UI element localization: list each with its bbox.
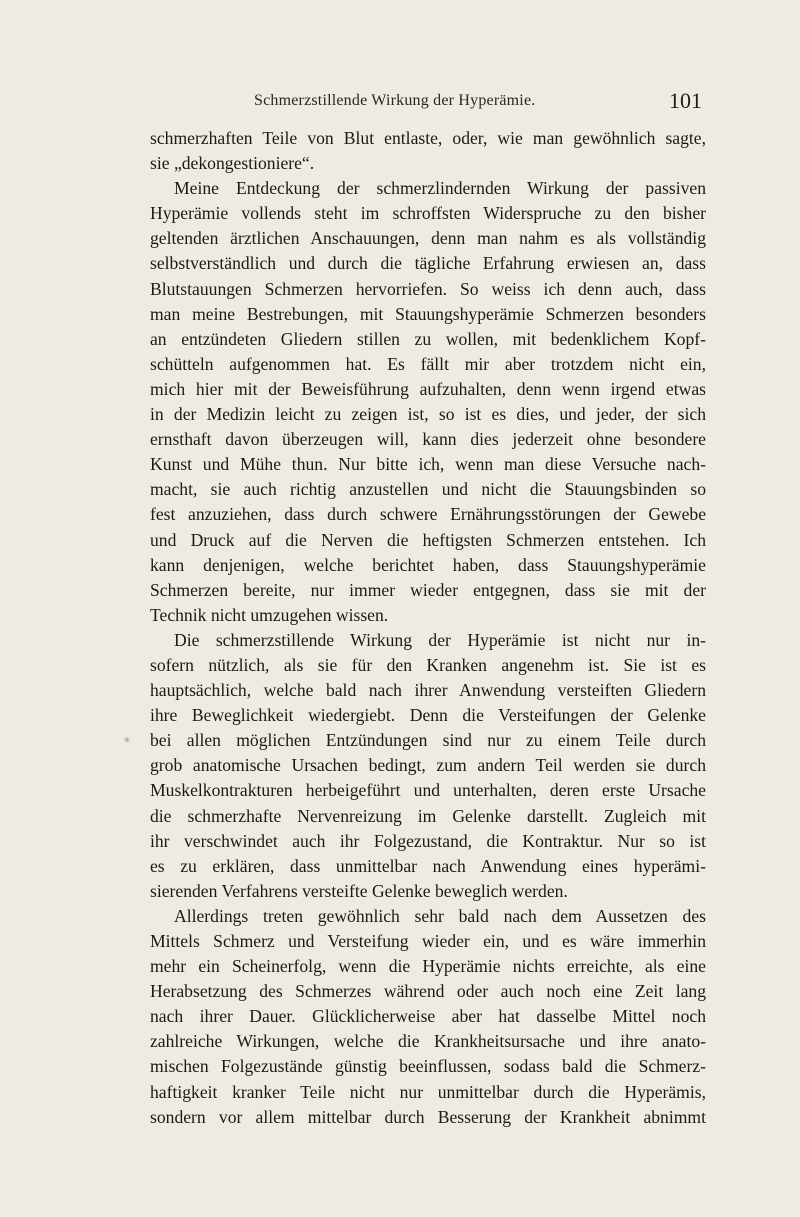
text-line: grob anatomische Ursachen bedingt, zum andern Teil werden sie durch <box>150 755 706 776</box>
text-line: macht, sie auch richtig anzustellen und nicht die Stauungsbinden so <box>150 479 706 500</box>
text-line: mehr ein Scheinerfolg, wenn die Hyperämie nichts erreichte, als eine <box>150 956 706 977</box>
text-line: Blutstauungen Schmerzen hervorriefen. So weiss ich denn auch, dass <box>150 278 706 299</box>
text-line: schmerzhaften Teile von Blut entlaste, oder, wie man gewöhnlich sagte, <box>150 128 706 148</box>
text-line: mich hier mit der Beweisführung aufzuhalten, denn wenn irgend etwas <box>150 378 706 399</box>
text-line: Allerdings treten gewöhnlich sehr bald nach dem Aussetzen des <box>174 905 706 926</box>
text-line: sofern nützlich, als sie für den Kranken angenehm ist. Sie ist es <box>150 654 706 675</box>
text-line: selbstverständlich und durch die tägliche Erfahrung erwiesen an, dass <box>150 253 706 274</box>
text-line: man meine Bestrebungen, mit Stauungshyperämie Schmerzen besonders <box>150 303 706 324</box>
margin-mark-icon: ⁎ <box>124 731 130 745</box>
text-line: haftigkeit kranker Teile nicht nur unmittelbar durch die Hyperämis, <box>150 1081 706 1102</box>
text-line: in der Medizin leicht zu zeigen ist, so ist es dies, und jeder, der sich <box>150 404 706 425</box>
text-line: nach ihrer Dauer. Glücklicherweise aber hat dasselbe Mittel noch <box>150 1006 706 1027</box>
running-title: Schmerzstillende Wirkung der Hyperämie. <box>254 92 536 109</box>
text-line: Meine Entdeckung der schmerzlindernden Wirkung der passiven <box>174 178 706 199</box>
text-line: geltenden ärztlichen Anschauungen, denn man nahm es als vollständig <box>150 228 706 249</box>
page-number: 101 <box>669 88 702 113</box>
text-line: und Druck auf die Nerven die heftigsten Schmerzen entstehen. Ich <box>150 529 706 550</box>
text-line: Mittels Schmerz und Versteifung wieder ein, und es wäre immerhin <box>150 931 706 951</box>
text-line: Die schmerzstillende Wirkung der Hyperämie ist nicht nur in- <box>174 629 706 650</box>
text-line: sierenden Verfahrens versteifte Gelenke beweglich werden. <box>150 880 568 901</box>
text-line: zahlreiche Wirkungen, welche die Krankheitsursache und ihre anato- <box>150 1031 706 1052</box>
text-line: die schmerzhafte Nervenreizung im Gelenke darstellt. Zugleich mit <box>150 805 706 826</box>
text-line: Kunst und Mühe thun. Nur bitte ich, wenn man diese Versuche nach- <box>150 454 706 475</box>
text-line: Herabsetzung des Schmerzes während oder auch noch eine Zeit lang <box>150 981 706 1002</box>
page-header <box>150 88 702 118</box>
text-line: Muskelkontrakturen herbeigeführt und unterhalten, deren erste Ursache <box>150 780 706 801</box>
text-line: sie „dekongestioniere“. <box>150 153 315 174</box>
text-line: ihr verschwindet auch ihr Folgezustand, die Kontraktur. Nur so ist <box>150 830 706 851</box>
body-text <box>150 126 706 1130</box>
text-line: es zu erklären, dass unmittelbar nach Anwendung eines hyperämi- <box>150 855 706 876</box>
text-line: Schmerzen bereite, nur immer wieder entgegnen, dass sie mit der <box>150 579 706 600</box>
text-line: Hyperämie vollends steht im schroffsten Widerspruche zu den bisher <box>150 203 706 224</box>
text-line: an entzündeten Gliedern stillen zu wollen, mit bedenklichem Kopf- <box>150 328 706 349</box>
text-line: sondern vor allem mittelbar durch Besserung der Krankheit abnimmt <box>150 1106 706 1127</box>
text-line: mischen Folgezustände günstig beeinflussen, sodass bald die Schmerz- <box>150 1056 706 1077</box>
text-line: kann denjenigen, welche berichtet haben, dass Stauungshyperämie <box>150 554 706 575</box>
text-line: Technik nicht umzugehen wissen. <box>150 604 389 625</box>
text-line: schütteln aufgenommen hat. Es fällt mir aber trotzdem nicht ein, <box>150 353 706 374</box>
text-line: hauptsächlich, welche bald nach ihrer Anwendung versteiften Gliedern <box>150 680 706 701</box>
text-line: bei allen möglichen Entzündungen sind nur zu einem Teile durch <box>150 730 706 751</box>
text-line: ihre Beweglichkeit wiedergiebt. Denn die Versteifungen der Gelenke <box>150 705 706 726</box>
text-line: fest anzuziehen, dass durch schwere Ernährungsstörungen der Gewebe <box>150 504 706 525</box>
text-line: ernsthaft davon überzeugen will, kann dies jederzeit ohne besondere <box>150 429 706 450</box>
